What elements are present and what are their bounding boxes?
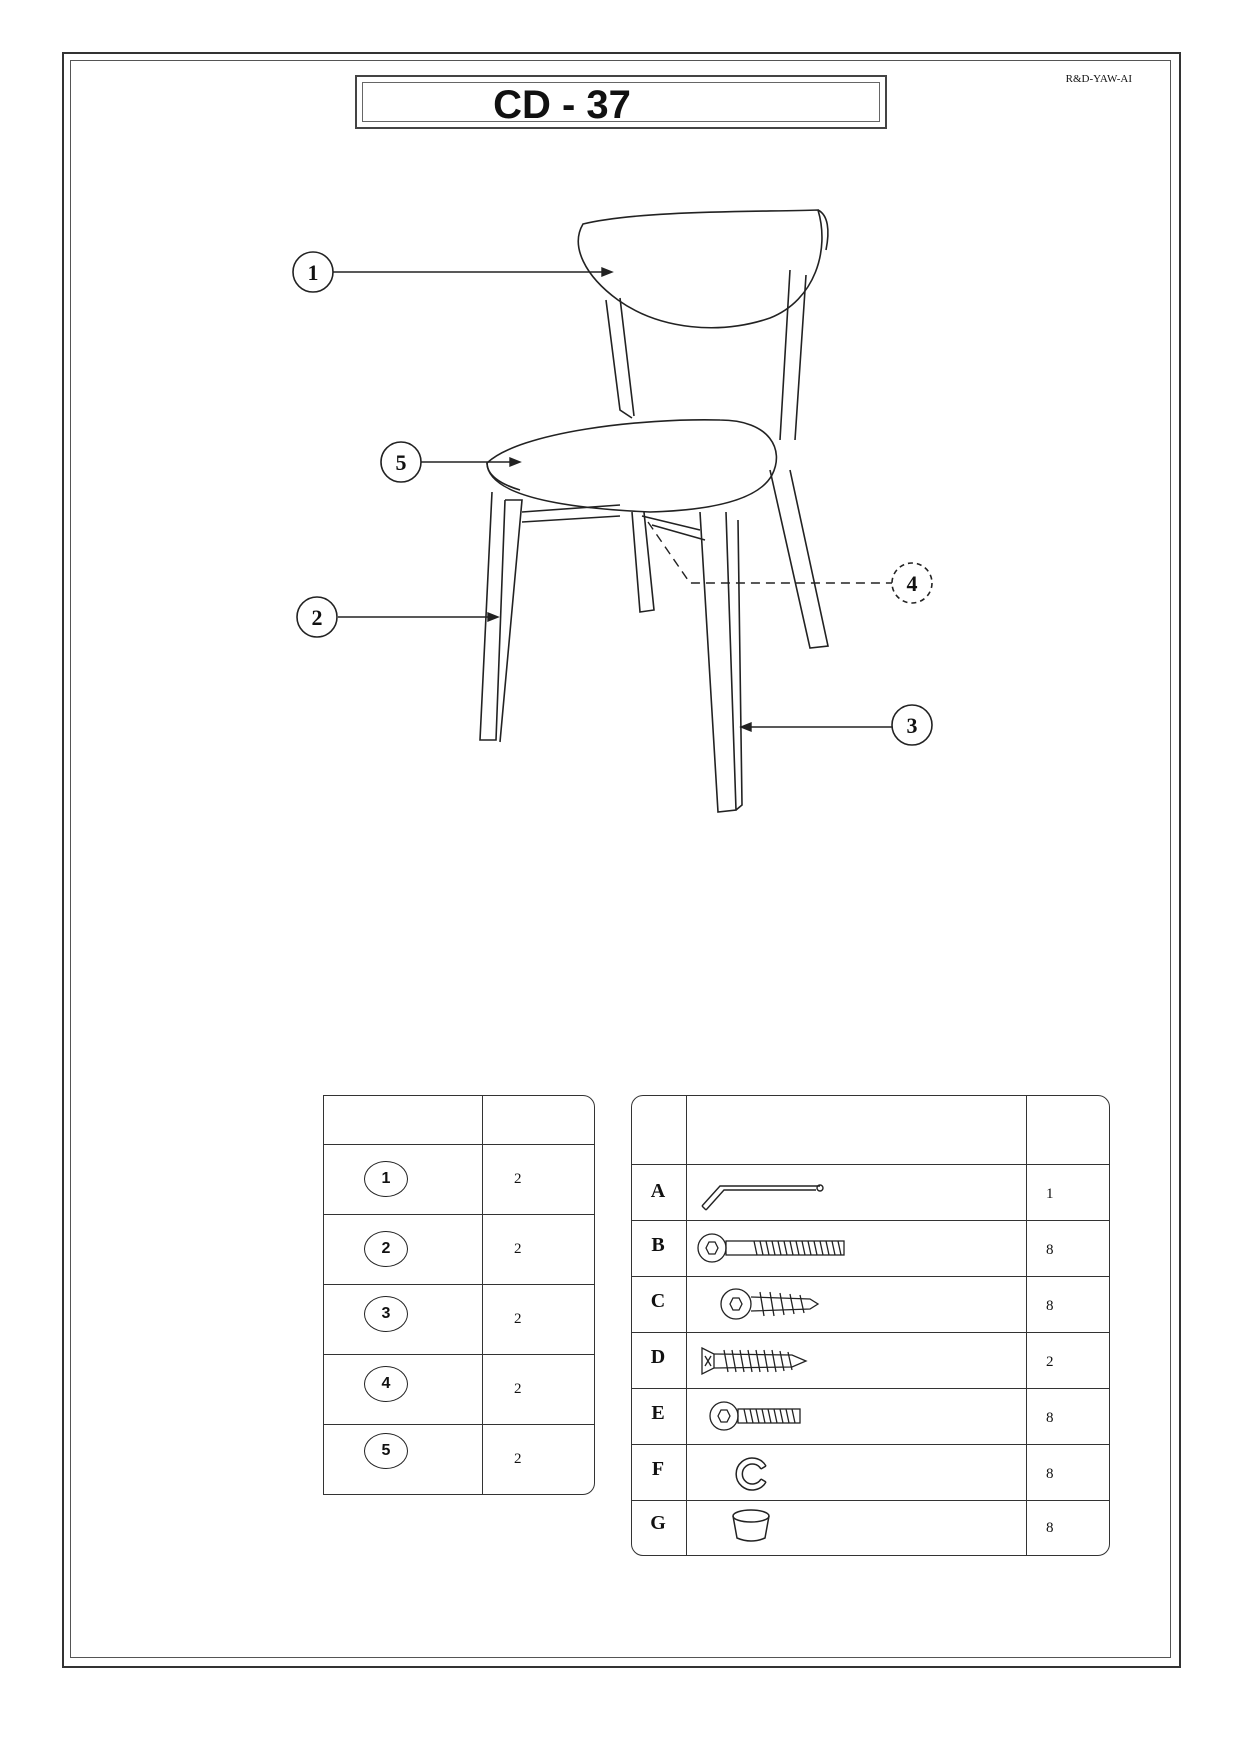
parts-table	[323, 1095, 595, 1495]
fitting-qty: 8	[1046, 1298, 1054, 1314]
medium-bolt-icon	[708, 1394, 808, 1438]
fitting-qty: 8	[1046, 1466, 1054, 1482]
callout-label-4: 4	[906, 571, 918, 596]
fitting-letter: B	[651, 1234, 665, 1256]
fitting-letter: E	[651, 1402, 665, 1424]
short-screw-icon	[718, 1282, 828, 1326]
model-title: CD - 37	[493, 83, 631, 127]
callout-label-3: 3	[906, 713, 918, 738]
part-number: 1	[364, 1161, 408, 1197]
part-number: 4	[364, 1366, 408, 1402]
fittings-table	[631, 1095, 1110, 1556]
part-qty: 2	[514, 1381, 522, 1397]
part-qty: 2	[514, 1171, 522, 1187]
callout-label-2: 2	[311, 605, 323, 630]
allen-key-icon	[696, 1172, 826, 1212]
fitting-qty: 8	[1046, 1520, 1054, 1536]
reference-code: R&D-YAW-AI	[1065, 73, 1132, 85]
fitting-letter: C	[650, 1290, 666, 1312]
part-number: 5	[364, 1433, 408, 1469]
fitting-qty: 8	[1046, 1242, 1054, 1258]
callout-label-5: 5	[395, 450, 407, 475]
part-qty: 2	[514, 1451, 522, 1467]
spring-washer-icon	[728, 1452, 778, 1496]
part-qty: 2	[514, 1311, 522, 1327]
part-qty: 2	[514, 1241, 522, 1257]
fitting-qty: 8	[1046, 1410, 1054, 1426]
chair-back-post-left	[606, 298, 634, 418]
chair-backrest	[578, 210, 822, 328]
long-bolt-icon	[696, 1228, 856, 1268]
chair-leg-front-right	[700, 512, 742, 812]
wood-screw-icon	[696, 1340, 816, 1380]
fitting-qty: 2	[1046, 1354, 1054, 1370]
fitting-letter: G	[650, 1512, 666, 1534]
chair-seat	[487, 420, 776, 512]
part-number: 3	[364, 1296, 408, 1332]
part-number: 2	[364, 1231, 408, 1267]
chair-leg-rear-right	[770, 470, 828, 648]
fitting-qty: 1	[1046, 1186, 1054, 1202]
fitting-letter: D	[650, 1346, 666, 1368]
callout-label-1: 1	[307, 260, 319, 285]
cap-icon	[726, 1504, 776, 1548]
fitting-letter: A	[650, 1180, 666, 1202]
fitting-letter: F	[651, 1458, 665, 1480]
